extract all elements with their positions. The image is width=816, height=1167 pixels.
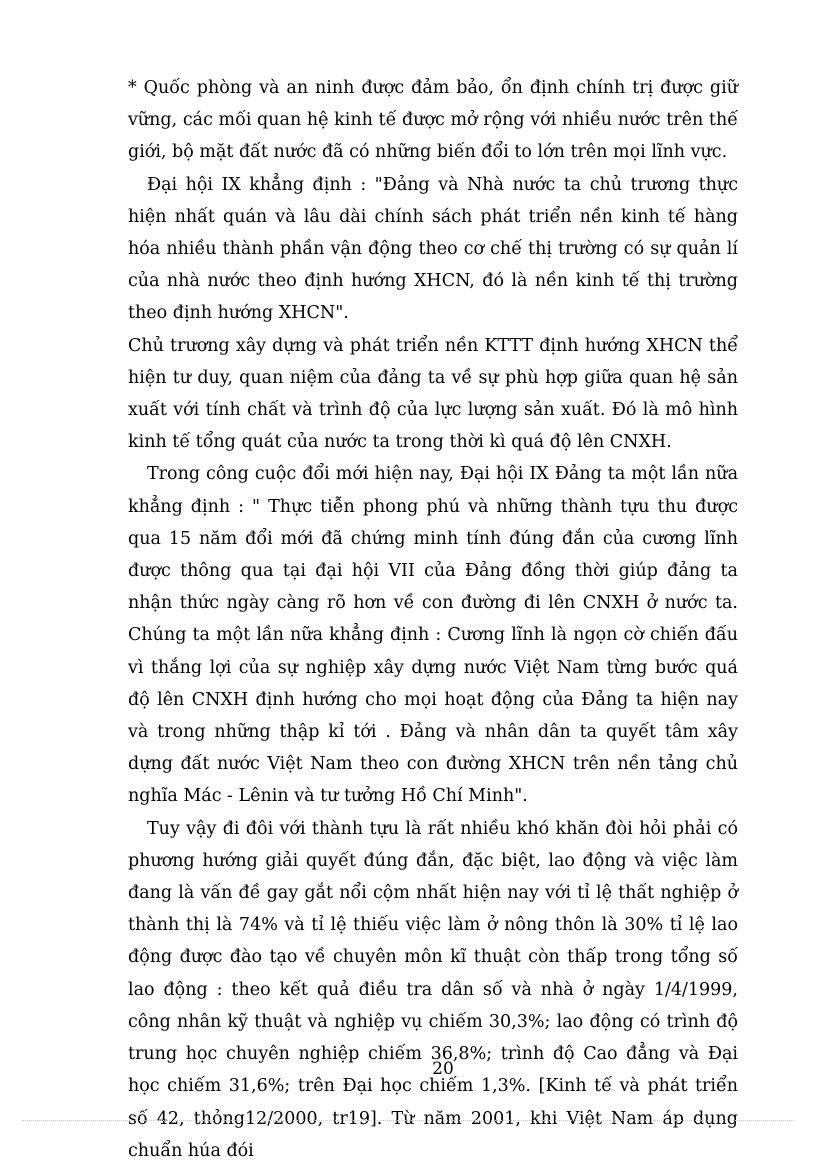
paragraph-renovation-affirmation: Trong công cuộc đổi mới hiện nay, Đại hội IX Đảng ta một lần nữa khẳng định : " Thực tiễn phong phú và những thành tựu thu được qua 15 năm đổi mới đã chứng minh tính đúng đắn của cương lĩnh được thông qua tại đại hội VII của Đảng đồng thời giúp đảng ta nhận thức ngày càng rõ hơn về con đường đi lên CNXH ở nước ta. Chúng ta một lần nữa khẳng định : Cương lĩnh là ngọn cờ chiến đấu vì thắng lợi của sự nghiệp xây dựng nước Việt Nam từng bước quá độ lên CNXH định hướng cho mọi hoạt động của Đảng ta hiện nay và trong những thập kỉ tới . Đảng và nhân dân ta quyết tâm xây dựng đất nước Việt Nam theo con đường XHCN trên nền tảng chủ nghĩa Mác - Lênin và tư tưởng Hồ Chí Minh". (128, 464, 738, 807)
paragraph-labour-employment: Tuy vậy đi đôi với thành tựu là rất nhiều khó khăn đòi hỏi phải có phương hướng giải quyết đúng đắn, đặc biệt, lao động và việc làm đang là vấn đề gay gắt nổi cộm nhất hiện nay với tỉ lệ thất nghiệp ở thành thị là 74% và tỉ lệ thiếu việc làm ở nông thôn là 30% tỉ lệ lao động được đào tạo về chuyên môn kĩ thuật còn thấp trong tổng số lao động : theo kết quả điều tra dân số và nhà ở ngày 1/4/1999, công nhân kỹ thuật và nghiệp vụ chiếm 30,3%; lao động có trình độ trung học chuyên nghiệp chiếm 36,8%; trình độ Cao đẳng và Đại học chiếm 31,6%; trên Đại học chiếm 1,3%. [Kinh tế và phát triển số 42, thỏng12/2000, tr19]. Từ năm 2001, khi Việt Nam áp dụng chuẩn húa đói (128, 818, 738, 1161)
page-number: 20 (432, 1059, 454, 1079)
paragraph-security-defense: * Quốc phòng và an ninh được đảm bảo, ổn định chính trị được giữ vững, các mối quan hệ kinh tế được mở rộng với nhiều nước trên thế giới, bộ mặt đất nước đã có những biến đổi to lớn trên mọi lĩnh vực. (128, 78, 738, 163)
paragraph-market-economy-policy: Chủ trương xây dựng và phát triển nền KTTT định hướng XHCN thể hiện tư duy, quan niệm của đảng ta về sự phù hợp giữa quan hệ sản xuất với tính chất và trình độ của lực lượng sản xuất. Đó là mô hình kinh tế tổng quát của nước ta trong thời kì quá độ lên CNXH. (128, 335, 738, 453)
body-text (128, 72, 738, 1167)
paragraph-congress-ix-statement: Đại hội IX khẳng định : "Đảng và Nhà nước ta chủ trương thực hiện nhất quán và lâu dài chính sách phát triển nền kinh tế hàng hóa nhiều thành phần vận động theo cơ chế thị trường có sự quản lí của nhà nước theo định hướng XHCN, đó là nền kinh tế thị trường theo định hướng XHCN". (128, 174, 738, 324)
page-bottom-divider (22, 1120, 794, 1121)
